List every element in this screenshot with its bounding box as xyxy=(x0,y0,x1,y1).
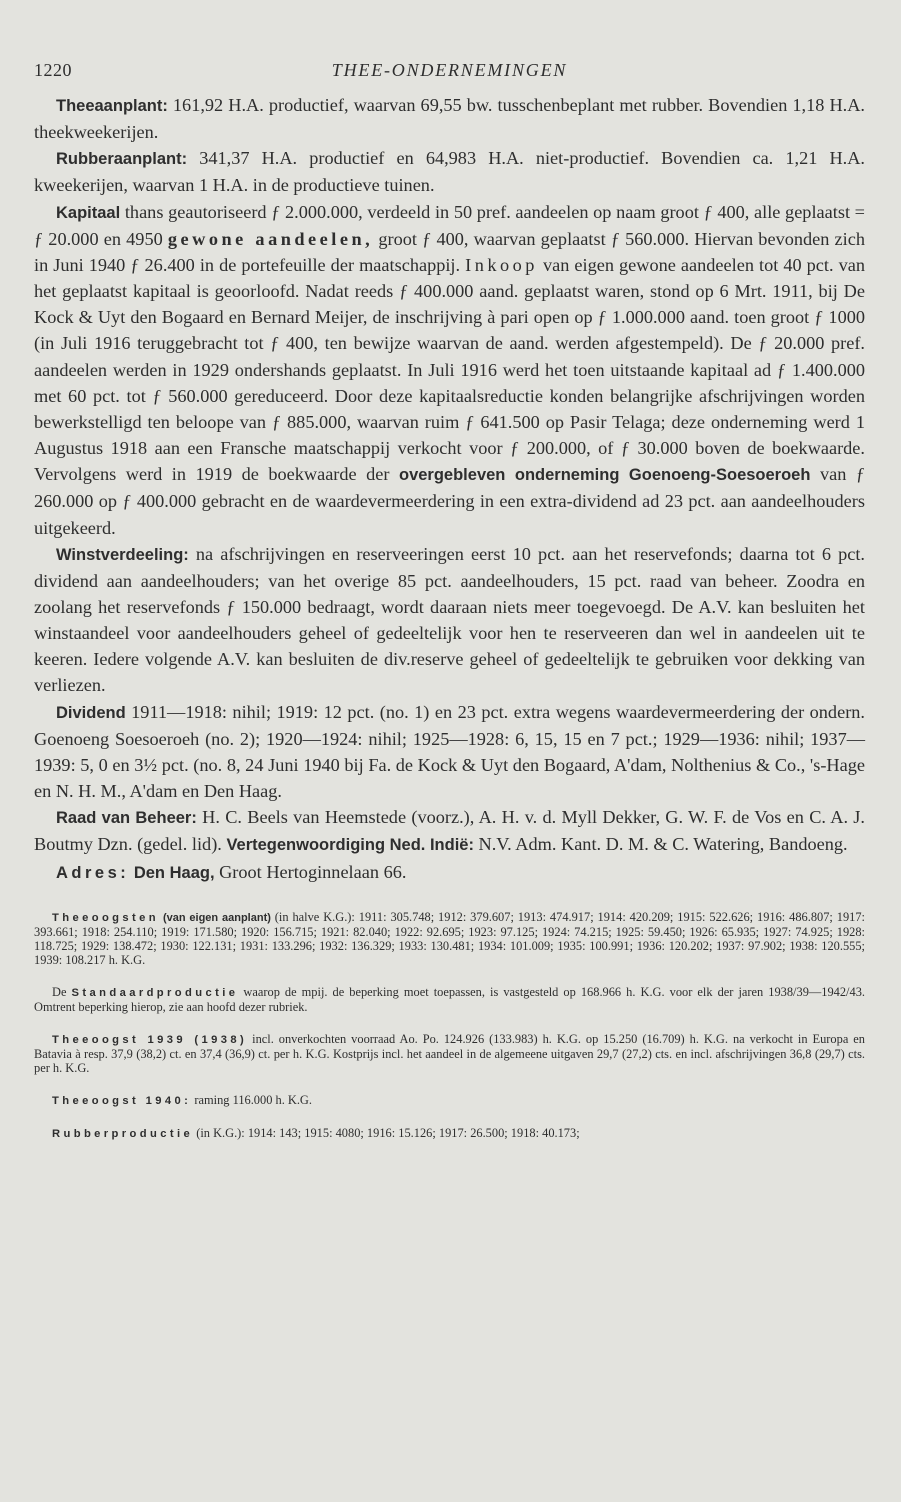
text-adres: Groot Hertoginnelaan 66. xyxy=(214,861,407,882)
label-standaardproductie: Standaardproductie xyxy=(71,986,239,999)
paragraph-kapitaal xyxy=(34,199,865,541)
prefix-standaardproductie: De xyxy=(52,984,72,999)
text-raad-van-beheer: H. C. Beels van Heemstede (voorz.), A. H. v. d. Myll Dekker, G. W. F. de Vos en C. A. J. Boutmy Dzn. (gedel. lid). xyxy=(34,807,865,855)
paragraph-winstverdeeling xyxy=(34,541,865,699)
text-kapitaal-2: groot ƒ 400, waarvan geplaatst ƒ 560.000. Hiervan bevonden zich in Juni 1940 ƒ 26.400 in de portefeuille der maatschappij. xyxy=(34,228,865,275)
paragraph-adres xyxy=(34,859,865,886)
label-rubberaanplant: Rubberaanplant: xyxy=(56,150,188,169)
page-number: 1220 xyxy=(34,60,72,80)
paragraph-dividend xyxy=(34,699,865,805)
label-theeoogst-1940: Theeoogst 1940: xyxy=(52,1094,192,1107)
paragraph-raad-van-beheer xyxy=(34,804,865,858)
inkoop-term: Inkoop xyxy=(465,254,538,275)
note-rubberproductie xyxy=(34,1126,865,1141)
label-theeoogst-1939: Theeoogst 1939 (1938) xyxy=(52,1033,248,1046)
text-rubberaanplant: 341,37 H.A. productief en 64,983 H.A. niet-productief. Bovendien ca. 1,21 H.A. kweekerijen, waarvan 1 H.A. in de productieve tuinen. xyxy=(34,148,865,196)
paragraph-theeaanplant xyxy=(34,92,865,145)
label-rubberproductie: Rubberproductie xyxy=(52,1127,194,1140)
text-kapitaal-3: van eigen gewone aandeelen tot 40 pct. van het geplaatst kapitaal is geoorloofd. Nadat reeds ƒ 400.000 aand. geplaatst waren, stond op 6 Mrt. 1911, bij De Kock & Uyt den Bogaard en Bernard Meijer, de inschrijving à pari open op ƒ 1.000.000 aand. toen groot ƒ 1000 (in Juli 1916 teruggebracht tot ƒ 400, ten bewijze waarvan de aand. werden afgestempeld). De ƒ 20.000 pref. aandeelen werden in 1929 ondershands geplaatst. In Juli 1916 werd het toen uitstaande kapitaal ad ƒ 1.400.000 met 60 pct. tot ƒ 560.000 gereduceerd. Door deze kapitaalsreductie konden belangrijke afschrijvingen worden bewerkstelligd ten beloope van ƒ 885.000, waarvan ruim ƒ 641.500 op Pasir Telaga; deze onderneming werd 1 Augustus 1918 aan een Fransche maatschappij verkocht voor ƒ 200.000, of ƒ 30.000 boven de boekwaarde. Vervolgens werd in 1919 de boekwaarde der xyxy=(34,254,865,485)
note-theeoogst-1940 xyxy=(34,1093,865,1108)
label-eigen-aanplant: (van eigen aanplant) xyxy=(162,911,271,924)
text-theeoogst-1939: incl. onverkochten voorraad Ao. Po. 124.926 (133.983) h. K.G. op 15.250 (16.709) h. K.G. na verkocht in Europa en Batavia à resp. 37,9 (38,2) ct. en 37,4 (36,9) ct. per h. K.G. Kostprijs incl. het aandeel in de algemeene uitgaven 29,7 (27,2) cts. en incl. afschrijvingen 36,8 (29,7) cts. per h. K.G. xyxy=(34,1031,865,1075)
main-text xyxy=(34,92,865,886)
label-raad-van-beheer: Raad van Beheer: xyxy=(56,809,197,828)
text-theeoogsten: (in halve K.G.): 1911: 305.748; 1912: 379.607; 1913: 474.917; 1914: 420.209; 1915: 522.626; 1916: 486.807; 1917: 393.661; 1918: 254.110; 1919: 171.580; 1920: 156.715; 1921: 82.040; 1922: 92.695; 1923: 97.125; 1924: 74.215; 1925: 59.450; 1926: 65.935; 1927: 74.925; 1928: 118.725; 1929: 138.472; 1930: 122.131; 1931: 133.296; 1932: 136.329; 1933: 130.481; 1934: 101.009; 1935: 100.991; 1936: 120.202; 1937: 97.902; 1938: 120.555; 1939: 108.217 h. K.G. xyxy=(34,909,865,967)
text-standaardproductie: waarop de mpij. de beperking moet toepassen, is vastgesteld op 168.966 h. K.G. voor elk der jaren 1938/39—1942/43. Omtrent beperking hierop, zie aan hoofd dezer rubriek. xyxy=(34,984,865,1014)
text-kapitaal-4: van ƒ 260.000 op ƒ 400.000 gebracht en de waardevermeerdering in een extra-dividend ad 23 pct. aan aandeelhouders uitgekeerd. xyxy=(34,464,865,538)
label-theeoogsten: Theeoogsten xyxy=(52,911,160,924)
text-dividend: 1911—1918: nihil; 1919: 12 pct. (no. 1) en 23 pct. extra wegens waardevermeerdering der ondern. Goenoeng Soesoeroeh (no. 2); 1920—1924: nihil; 1925—1928: 6, 15, 15 en 7 pct.; 1929—1936: nihil; 1937—1939: 5, 0 en 3½ pct. (no. 8, 24 Juni 1940 bij Fa. de Kock & Uyt den Bogaard, A'dam, Nolthenius & Co., 's-Hage en N. H. M., A'dam en Den Haag. xyxy=(34,701,865,802)
label-adres: Adres: xyxy=(56,863,130,882)
text-theeoogst-1940: raming 116.000 h. K.G. xyxy=(191,1092,312,1107)
adres-city: Den Haag, xyxy=(133,863,215,882)
text-theeaanplant: 161,92 H.A. productief, waarvan 69,55 bw. tusschenbeplant met rubber. Bovendien 1,18 H.A. theekweekerijen. xyxy=(34,95,865,143)
label-dividend: Dividend xyxy=(56,703,126,722)
paragraph-rubberaanplant xyxy=(34,145,865,198)
text-rubberproductie: (in K.G.): 1914: 143; 1915: 4080; 1916: 15.126; 1917: 26.500; 1918: 40.173; xyxy=(193,1125,580,1140)
gewone-aandeelen-term: gewone aandeelen, xyxy=(167,228,374,249)
note-theeoogst-1939 xyxy=(34,1032,865,1075)
running-title: THEE-ONDERNEMINGEN xyxy=(331,60,568,80)
label-theeaanplant: Theeaanplant: xyxy=(56,97,168,115)
onderneming-phrase: overgebleven onderneming Goenoeng-Soesoeroeh xyxy=(399,466,811,485)
label-vertegenwoordiging: Vertegenwoordiging Ned. Indië: xyxy=(226,836,474,855)
text-vertegenwoordiging: N.V. Adm. Kant. D. M. & C. Watering, Bandoeng. xyxy=(473,834,848,855)
note-standaardproductie xyxy=(34,985,865,1014)
page-header xyxy=(34,60,865,92)
text-winstverdeeling: na afschrijvingen en reserveeringen eerst 10 pct. aan het reservefonds; daarna tot 6 pct. dividend aan aandeelhouders; van het overige 85 pct. aandeelhouders, 15 pct. raad van beheer. Zoodra en zoolang het reservefonds ƒ 150.000 bedraagt, wordt daaraan niets meer toegevoegd. De A.V. kan besluiten het winstaandeel voor aandeelhouders geheel of gedeeltelijk voor hen te reserveeren dan wel in aandeelen uit te keeren. Iedere volgende A.V. kan besluiten de div.reserve geheel of gedeeltelijk te gebruiken voor dekking van verliezen. xyxy=(34,543,865,696)
label-winstverdeeling: Winstverdeeling: xyxy=(56,545,189,564)
note-theeoogsten xyxy=(34,910,865,967)
notes-section xyxy=(34,910,865,1141)
text-kapitaal-1: thans geautoriseerd ƒ 2.000.000, verdeeld in 50 pref. aandeelen op naam groot ƒ 400, alle geplaatst = ƒ 20.000 en 4950 xyxy=(34,201,865,249)
label-kapitaal: Kapitaal xyxy=(56,203,121,222)
